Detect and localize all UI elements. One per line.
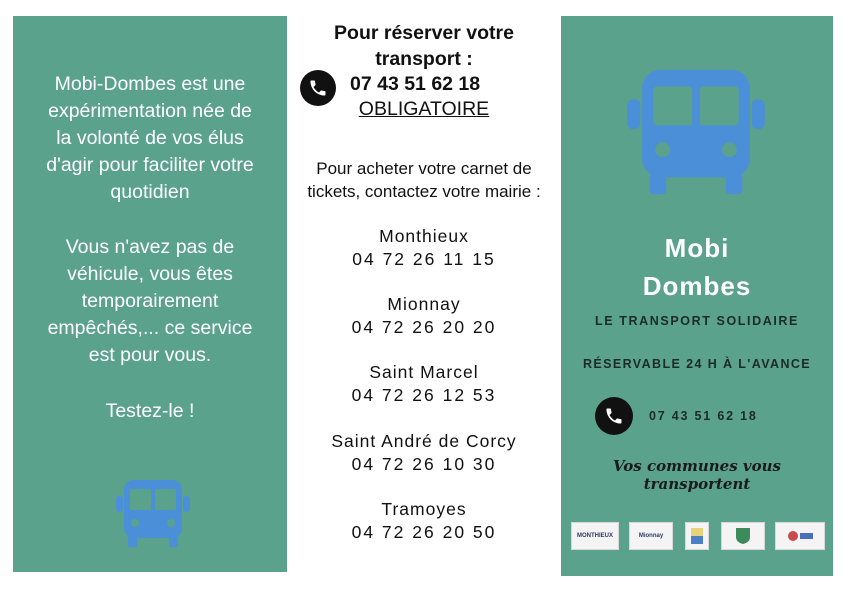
reservation-notice: RÉSERVABLE 24 H À L'AVANCE [582, 357, 812, 371]
mairie-phone[interactable]: 04 72 26 20 20 [351, 317, 497, 337]
mairie-phone[interactable]: 04 72 26 20 50 [351, 522, 497, 542]
mairie-name: Monthieux [379, 226, 469, 246]
logo-mionnay: Mionnay [629, 522, 673, 550]
mairie-entry [290, 293, 558, 339]
tickets-info: Pour acheter votre carnet de tickets, contactez votre mairie : [307, 159, 541, 201]
right-panel [561, 16, 833, 576]
mairie-name: Tramoyes [381, 499, 467, 519]
bus-icon [116, 478, 190, 548]
mairie-phone[interactable]: 04 72 26 12 53 [351, 385, 497, 405]
logo-saint-marcel [685, 522, 709, 550]
phone-icon [595, 397, 633, 435]
target-audience-paragraph: Vous n'avez pas de véhicule, vous êtes temporairement empêchés,... ce service est pour vous. [47, 236, 253, 366]
bus-icon [627, 66, 765, 196]
mairie-name: Saint André de Corcy [331, 431, 517, 451]
logo-tramoyes [721, 522, 765, 550]
brand-title: Mobi Dombes [642, 233, 752, 301]
logo-monthieux: MONTHIEUX [571, 522, 619, 550]
middle-column [290, 0, 558, 595]
tagline: LE TRANSPORT SOLIDAIRE [595, 314, 799, 328]
slogan: Vos communes vous transportent [613, 457, 781, 493]
intro-paragraph: Mobi-Dombes est une expérimentation née de la volonté de vos élus d'agir pour faciliter votre quotidien [46, 73, 254, 203]
try-it-text: Testez-le ! [105, 400, 195, 422]
mairie-phone[interactable]: 04 72 26 10 30 [351, 454, 497, 474]
phone-number: 07 43 51 62 18 [649, 409, 758, 423]
mairie-entry [290, 498, 558, 544]
mairie-entry [290, 361, 558, 407]
reserve-title: Pour réserver votre transport : [334, 22, 514, 70]
mairie-name: Saint Marcel [369, 362, 479, 382]
mairie-entry [290, 225, 558, 271]
mandatory-label: OBLIGATOIRE [358, 98, 490, 120]
phone-number: 07 43 51 62 18 [350, 73, 481, 95]
commune-logos [571, 522, 823, 552]
reservation-phone[interactable] [595, 397, 815, 437]
logo-saint-andre-de-corcy [775, 522, 825, 550]
mairie-name: Mionnay [387, 294, 461, 314]
mairie-phone[interactable]: 04 72 26 11 15 [352, 249, 496, 269]
left-panel [13, 16, 287, 572]
mairie-entry [290, 430, 558, 476]
